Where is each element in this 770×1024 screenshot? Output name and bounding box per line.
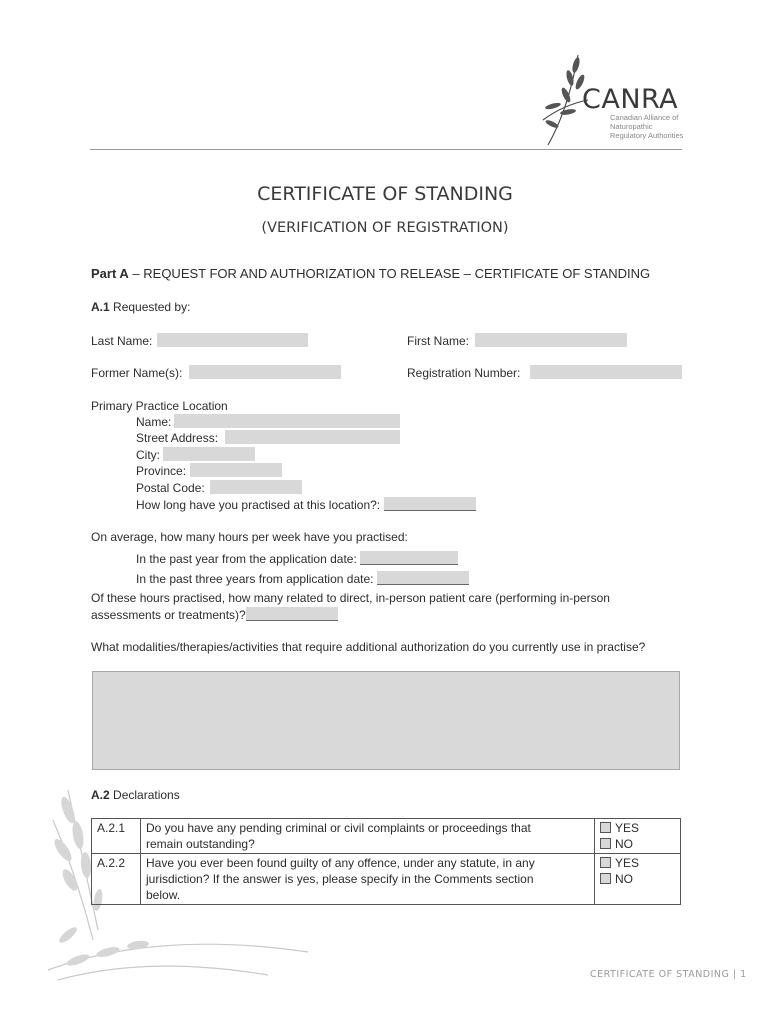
direct-care-question-line1: Of these hours practised, how many related to direct, in-person patient care (performing in-person [91,591,610,605]
past-year-field[interactable] [360,551,458,565]
postal-code-field[interactable] [210,480,302,494]
how-long-label: How long have you practised at this location?: [136,497,476,512]
modalities-textarea[interactable] [92,671,680,770]
declaration-answer [595,854,681,905]
location-name-field[interactable] [174,414,400,428]
how-long-field[interactable] [384,497,476,511]
table-row [92,854,681,905]
first-name-label: First Name: [407,334,470,348]
checkbox-no[interactable] [600,838,611,849]
declaration-number: A.2.1 [92,819,141,854]
page-footer: CERTIFICATE OF STANDING | 1 [590,969,747,980]
direct-care-question-line2: assessments or treatments)? [91,607,338,622]
direct-care-field[interactable] [246,607,338,621]
declaration-answer [595,819,681,854]
former-names-field[interactable] [189,365,341,379]
header-rule [90,149,682,150]
former-names-label: Former Name(s): [91,366,183,380]
modalities-question: What modalities/therapies/activities that require additional authorization do you currently use in practise? [91,640,646,654]
yes-option[interactable]: YES [600,855,675,871]
hours-question: On average, how many hours per week have you practised: [91,530,408,544]
postal-code-label: Postal Code: [136,481,205,495]
yes-option[interactable]: YES [600,820,675,836]
declaration-question: Have you ever been found guilty of any offence, under any statute, in any jurisdiction? If the answer is yes, please specify in the Comments section below. [141,854,595,905]
street-address-label: Street Address: [136,431,219,445]
declaration-number: A.2.2 [92,854,141,905]
last-name-field[interactable] [157,333,308,347]
checkbox-yes[interactable] [600,857,611,868]
part-a-heading: Part A – REQUEST FOR AND AUTHORIZATION TO RELEASE – CERTIFICATE OF STANDING [91,266,651,281]
practice-location-heading: Primary Practice Location [91,399,228,413]
logo-subtitle: Canadian Alliance of Naturopathic Regulatory Authorities [610,113,684,140]
canra-logo [538,50,688,150]
page-title: CERTIFICATE OF STANDING [257,183,513,205]
past-three-years-field[interactable] [377,571,469,585]
table-row [92,819,681,854]
section-a1-heading: A.1 Requested by: [91,300,191,314]
section-a2-heading: A.2 Declarations [91,788,180,802]
no-option[interactable]: NO [600,871,675,887]
logo-wordmark: CANRA [582,84,679,115]
checkbox-no[interactable] [600,873,611,884]
city-label: City: [136,448,160,462]
past-three-years-label: In the past three years from application date: [136,571,469,586]
city-field[interactable] [163,447,255,461]
location-name-label: Name: [136,415,172,429]
declaration-question: Do you have any pending criminal or civil complaints or proceedings that remain outstanding? [141,819,595,854]
registration-number-label: Registration Number: [407,366,521,380]
declarations-table [91,818,681,905]
first-name-field[interactable] [475,333,627,347]
past-year-label: In the past year from the application date: [136,551,458,566]
registration-number-field[interactable] [530,365,682,379]
no-option[interactable]: NO [600,836,675,852]
province-field[interactable] [190,463,282,477]
street-address-field[interactable] [225,430,400,444]
last-name-label: Last Name: [91,334,153,348]
province-label: Province: [136,464,187,478]
page-subtitle: (VERIFICATION OF REGISTRATION) [261,220,509,236]
checkbox-yes[interactable] [600,822,611,833]
